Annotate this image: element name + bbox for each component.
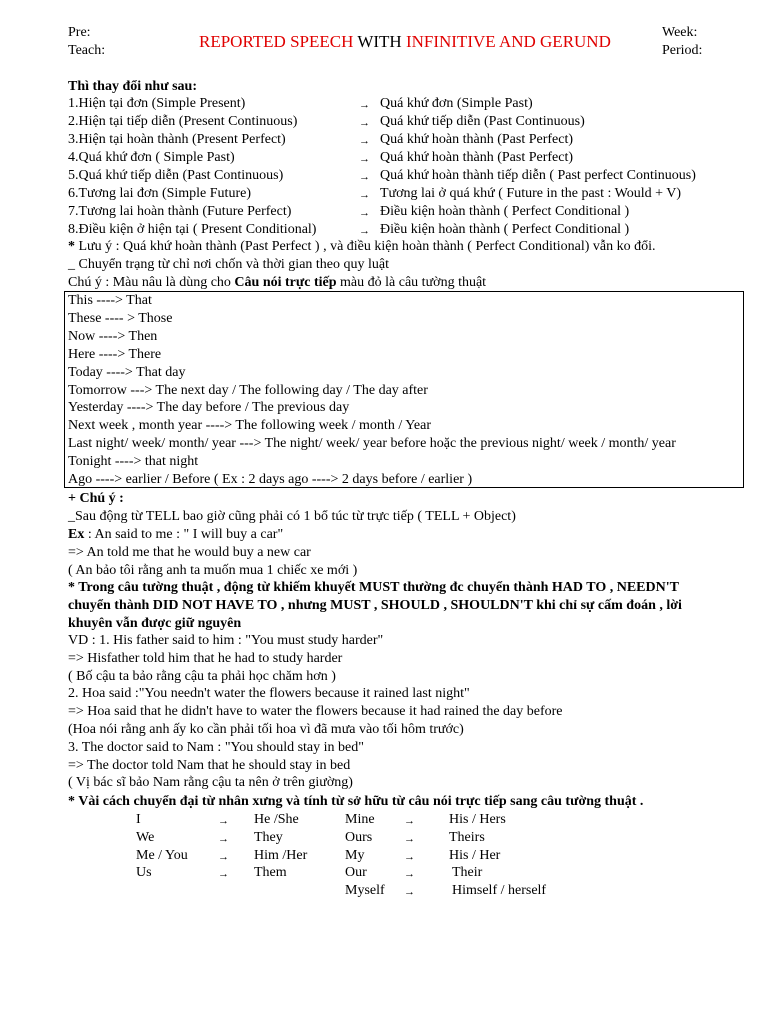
adverb-conversion-line: Last night/ week/ month/ year ---> The night/ week/ year before hoặc the previous night/ week / month/ year	[68, 436, 676, 452]
possessive-to: His / Her	[449, 847, 501, 863]
possessive-from: Our	[345, 865, 367, 881]
tense-note	[68, 238, 655, 255]
must-rule-line2: chuyển thành DID NOT HAVE TO , nhưng MUST , SHOULD , SHOULDN'T khi chỉ sự cấm đoán , lời	[68, 598, 682, 613]
week-label: Week:	[662, 25, 698, 40]
note-text: Lưu ý : Quá khứ hoàn thành (Past Perfect ) , và điều kiện hoàn thành ( Perfect Conditional) vẫn ko đổi.	[75, 239, 656, 254]
arrow-icon: →	[218, 868, 229, 881]
title-infinitive-gerund: INFINITIVE AND GERUND	[405, 32, 611, 51]
arrow-icon: →	[218, 832, 229, 845]
possessive-from: Mine	[345, 812, 375, 827]
pronoun-to: Them	[254, 865, 287, 881]
adverb-conversion-line: Ago ----> earlier / Before ( Ex : 2 days ago ----> 2 days before / earlier )	[68, 472, 473, 487]
possessive-from: Myself	[345, 883, 385, 899]
adverb-conversion-line: Now ----> Then	[68, 328, 158, 344]
pronoun-from: Us	[136, 865, 152, 881]
color-note	[68, 274, 486, 291]
must-rule-line1: * Trong câu tường thuật , động từ khiếm khuyết MUST thường đc chuyển thành HAD TO , NEEDN'T	[68, 580, 679, 595]
tense-to: Quá khứ hoàn thành (Past Perfect)	[380, 150, 574, 165]
tense-to: Quá khứ đơn (Simple Past)	[380, 96, 533, 111]
tense-to: Điều kiện hoàn thành ( Perfect Conditional )	[380, 204, 630, 219]
example-line: 2. Hoa said :"You needn't water the flowers because it rained last night"	[68, 686, 470, 702]
note-heading: + Chú ý :	[68, 491, 124, 506]
tense-from: 8.Điều kiện ở hiện tại ( Present Conditional)	[68, 222, 317, 237]
tell-rule: _Sau động từ TELL bao giờ cũng phải có 1 bổ túc từ trực tiếp ( TELL + Object)	[68, 509, 516, 524]
possessive-to: His / Hers	[449, 812, 506, 827]
arrow-icon: →	[218, 815, 229, 827]
arrow-icon: →	[404, 868, 415, 881]
tense-from: 1.Hiện tại đơn (Simple Present)	[68, 96, 246, 111]
title-with: WITH	[353, 32, 406, 51]
must-rule-line3: khuyên vẫn được giữ nguyên	[68, 616, 242, 631]
arrow-icon: →	[359, 189, 370, 201]
pronoun-from: Me / You	[136, 847, 188, 863]
adverb-conversion-line: These ---- > Those	[68, 310, 173, 326]
example-line: VD : 1. His father said to him : "You must study harder"	[68, 633, 384, 648]
example-line: 3. The doctor said to Nam : "You should stay in bed"	[68, 739, 364, 755]
arrow-icon: →	[404, 850, 415, 863]
tell-example-translation: ( An bảo tôi rằng anh ta muốn mua 1 chiếc xe mới )	[68, 563, 358, 578]
adverb-conversion-line: Today ----> That day	[68, 364, 186, 380]
adverb-rule: _ Chuyển trạng từ chỉ nơi chốn và thời gian theo quy luật	[68, 257, 390, 272]
period-label: Period:	[662, 43, 703, 58]
tense-to: Quá khứ tiếp diễn (Past Continuous)	[380, 114, 585, 129]
arrow-icon: →	[404, 815, 415, 827]
arrow-icon: →	[404, 832, 415, 845]
tell-example	[68, 526, 283, 543]
example-line: => The doctor told Nam that he should stay in bed	[68, 757, 351, 773]
pronoun-heading-star: *	[68, 794, 75, 809]
color-note-suffix: màu đỏ là câu tường thuật	[336, 275, 487, 290]
arrow-icon: →	[404, 886, 415, 899]
pronoun-from: I	[136, 812, 141, 827]
example-line: ( Bố cậu ta bảo rằng cậu ta phải học chăm hơn )	[68, 668, 336, 684]
example-text: : An said to me : " I will buy a car"	[84, 527, 284, 542]
color-note-prefix: Chú ý : Màu nâu là dùng cho	[68, 275, 235, 290]
pronoun-from: We	[136, 829, 155, 845]
pronoun-to: He /She	[254, 812, 299, 827]
possessive-to: Himself / herself	[452, 883, 547, 899]
pronoun-to: They	[254, 829, 283, 845]
tense-from: 3.Hiện tại hoàn thành (Present Perfect)	[68, 132, 286, 147]
title-reported-speech: REPORTED SPEECH	[199, 32, 354, 51]
example-line: => Hisfather told him that he had to study harder	[68, 650, 343, 666]
tense-from: 2.Hiện tại tiếp diễn (Present Continuous)	[68, 114, 298, 129]
arrow-icon: →	[359, 171, 370, 183]
pronoun-to: Him /Her	[254, 847, 308, 863]
adverb-conversion-line: Here ----> There	[68, 346, 162, 362]
arrow-icon: →	[359, 117, 370, 129]
tense-to: Tương lai ở quá khứ ( Future in the past : Would + V)	[380, 186, 682, 201]
possessive-from: Ours	[345, 829, 373, 845]
possessive-from: My	[345, 847, 365, 863]
tense-from: 6.Tương lai đơn (Simple Future)	[68, 186, 251, 201]
possessive-to: Their	[452, 865, 483, 881]
pronoun-heading-text: Vài cách chuyển đại từ nhân xưng và tính từ sở hữu từ câu nói trực tiếp sang câu tường thuật .	[75, 794, 644, 809]
tense-to: Quá khứ hoàn thành (Past Perfect)	[380, 132, 574, 147]
adverb-conversion-line: Yesterday ----> The day before / The previous day	[68, 400, 350, 416]
arrow-icon: →	[359, 99, 370, 111]
arrow-icon: →	[359, 207, 370, 219]
arrow-icon: →	[359, 135, 370, 147]
example-line: => Hoa said that he didn't have to water the flowers because it had rained the day before	[68, 704, 563, 720]
example-label: Ex	[68, 527, 85, 542]
possessive-to: Theirs	[449, 829, 485, 845]
teach-label: Teach:	[68, 43, 106, 58]
adverb-conversion-line: Tonight ----> that night	[68, 454, 199, 470]
adverb-conversion-line: Next week , month year ----> The following week / month / Year	[68, 418, 431, 434]
color-note-bold: Câu nói trực tiếp	[234, 275, 337, 290]
arrow-icon: →	[359, 153, 370, 165]
arrow-icon: →	[359, 225, 370, 237]
tense-from: 7.Tương lai hoàn thành (Future Perfect)	[68, 204, 292, 219]
example-line: ( Vị bác sĩ bảo Nam rằng cậu ta nên ở trên giường)	[68, 775, 353, 791]
tense-to: Quá khứ hoàn thành tiếp diễn ( Past perfect Continuous)	[380, 168, 696, 183]
tense-to: Điều kiện hoàn thành ( Perfect Conditional )	[380, 222, 630, 237]
pronoun-heading	[68, 793, 643, 810]
pre-label: Pre:	[68, 25, 91, 40]
adverb-conversion-line: Tomorrow ---> The next day / The following day / The day after	[68, 382, 428, 398]
arrow-icon: →	[218, 850, 229, 863]
note-star: *	[68, 239, 75, 254]
page-title	[199, 32, 611, 52]
example-line: (Hoa nói rằng anh ấy ko cần phải tối hoa vì đã mưa vào tối hôm trước)	[68, 722, 464, 737]
tense-from: 4.Quá khứ đơn ( Simple Past)	[68, 150, 235, 165]
tense-from: 5.Quá khứ tiếp diễn (Past Continuous)	[68, 168, 284, 183]
tell-example-result: => An told me that he would buy a new car	[68, 545, 311, 560]
tense-heading: Thì thay đổi như sau:	[68, 79, 198, 94]
adverb-conversion-line: This ----> That	[68, 293, 152, 308]
